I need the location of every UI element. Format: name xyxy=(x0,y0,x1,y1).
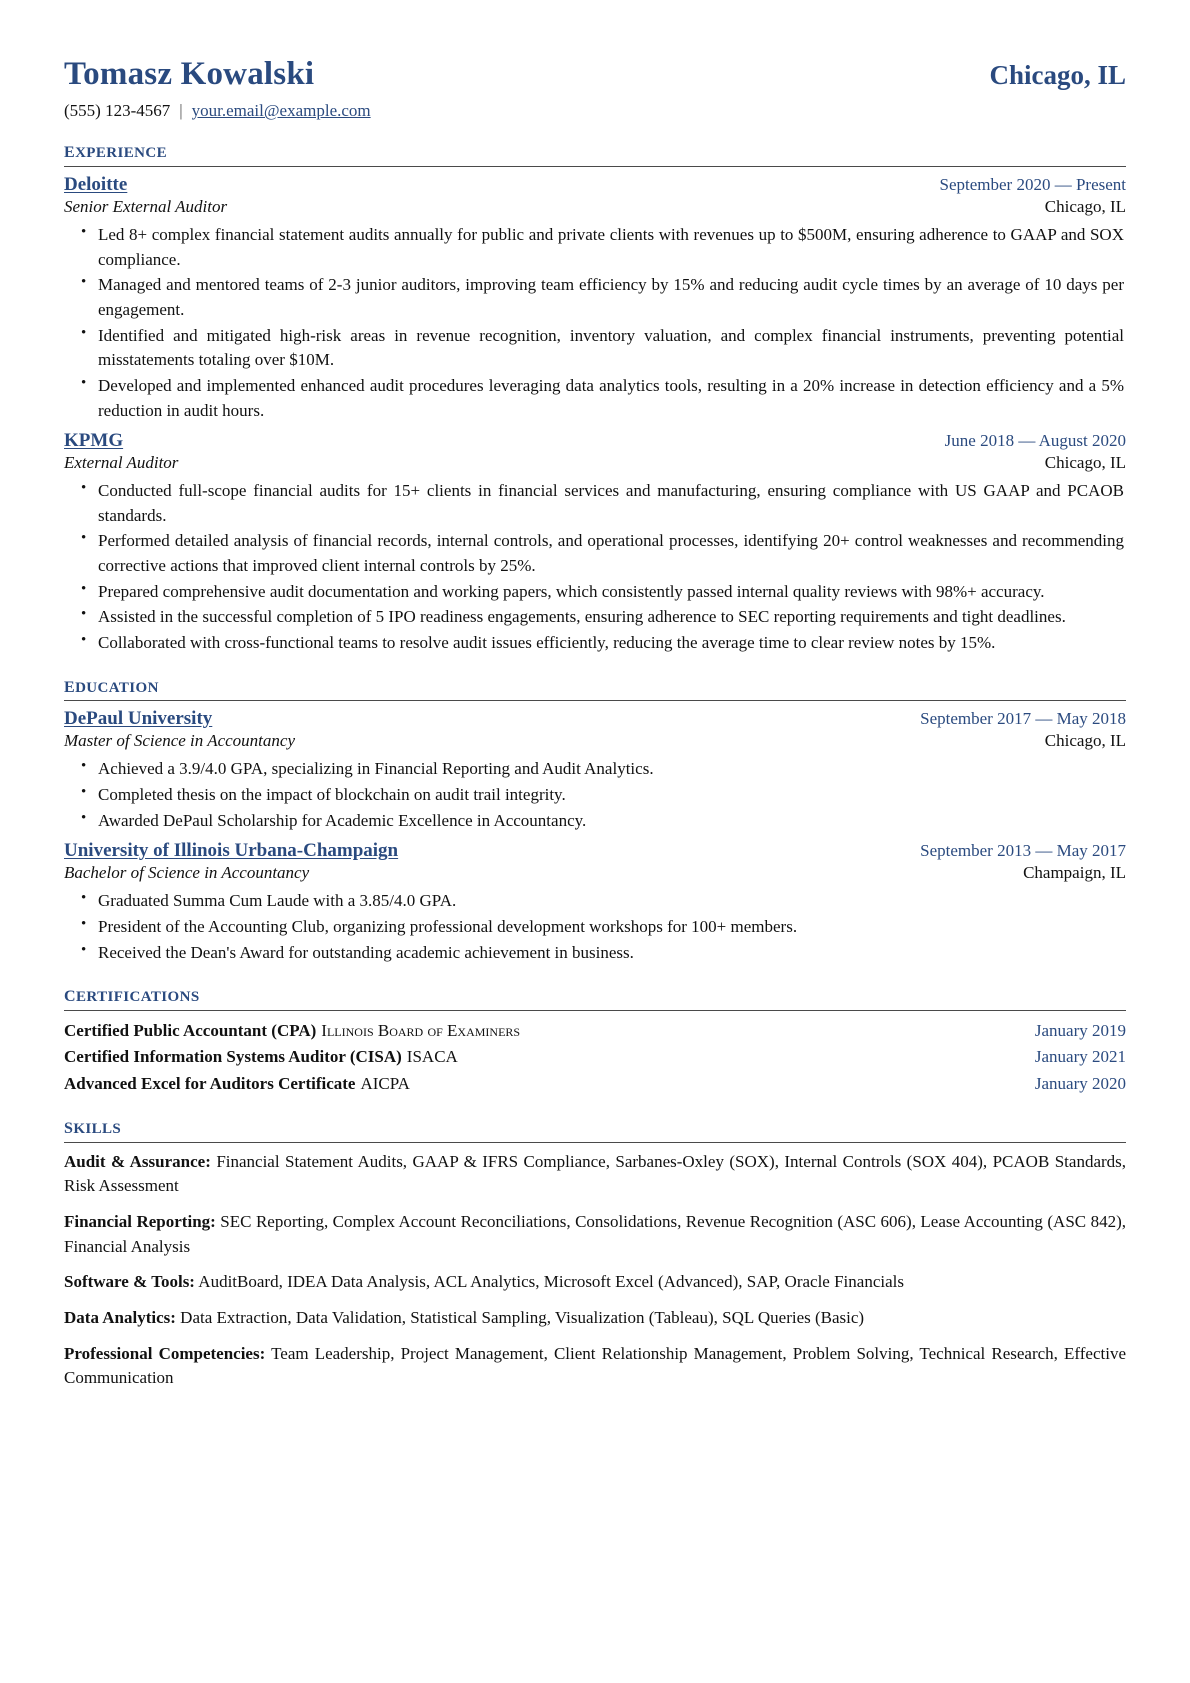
degree-title: Bachelor of Science in Accountancy xyxy=(64,863,310,883)
certification-row xyxy=(64,1044,1126,1070)
certification-issuer: ISACA xyxy=(406,1047,458,1067)
section-certifications xyxy=(64,981,1126,1097)
skill-category: Professional Competencies: xyxy=(64,1343,266,1363)
certification-row xyxy=(64,1071,1126,1097)
resume-header xyxy=(64,56,1126,92)
section-rule xyxy=(64,1142,1126,1143)
bullet-list xyxy=(64,479,1126,655)
school-name[interactable]: DePaul University xyxy=(64,708,213,730)
entry-date-range: September 2020 — Present xyxy=(939,175,1126,195)
entry-location: Chicago, IL xyxy=(1044,197,1126,217)
entry-date-range: September 2017 — May 2018 xyxy=(920,709,1126,729)
certification-name: Certified Information Systems Auditor (CISA) xyxy=(64,1047,402,1067)
skill-group xyxy=(64,1210,1126,1259)
list-item: • Graduated Summa Cum Laude with a 3.85/4.0 GPA. xyxy=(98,889,1126,914)
education-entry xyxy=(64,708,1126,833)
organization-name[interactable]: KPMG xyxy=(64,430,124,452)
skill-group xyxy=(64,1270,1126,1295)
organization-name[interactable]: Deloitte xyxy=(64,174,128,196)
entry-location: Chicago, IL xyxy=(1044,731,1126,751)
section-title-certifications: certifications xyxy=(64,981,200,1007)
section-title-skills: skills xyxy=(64,1113,122,1139)
certification-issuer: AICPA xyxy=(360,1073,410,1093)
experience-entry xyxy=(64,430,1126,655)
certification-issuer: Illinois Board of Examiners xyxy=(321,1021,521,1040)
list-item: • Received the Dean's Award for outstanding academic achievement in business. xyxy=(98,941,1126,966)
section-experience xyxy=(64,137,1126,655)
contact-line xyxy=(64,101,1126,121)
list-item: • Managed and mentored teams of 2-3 junior auditors, improving team efficiency by 15% and reducing audit cycle times by an average of 10 days per engagement. xyxy=(98,273,1126,322)
section-rule xyxy=(64,1010,1126,1011)
certification-name: Certified Public Accountant (CPA) xyxy=(64,1021,317,1040)
list-item: • Prepared comprehensive audit documentation and working papers, which consistently passed internal quality reviews with 98%+ accuracy. xyxy=(98,580,1126,605)
list-item: • Performed detailed analysis of financial records, internal controls, and operational processes, identifying 20+ control weaknesses and recommending corrective actions that improved client internal controls by 25%. xyxy=(98,529,1126,578)
certification-date: January 2019 xyxy=(1034,1021,1126,1040)
entry-subheader-line xyxy=(64,453,1126,473)
entry-subheader-line xyxy=(64,731,1126,751)
skill-category: Data Analytics: xyxy=(64,1307,176,1327)
entry-header-line xyxy=(64,840,1126,862)
entry-date-range: June 2018 — August 2020 xyxy=(944,431,1126,451)
skill-group xyxy=(64,1342,1126,1391)
section-education xyxy=(64,672,1126,966)
skill-items: Financial Statement Audits, GAAP & IFRS Compliance, Sarbanes-Oxley (SOX), Internal Controls (SOX 404), PCAOB Standards, Risk Assessment xyxy=(64,1151,1127,1196)
candidate-name: Tomasz Kowalski xyxy=(64,56,315,92)
school-name[interactable]: University of Illinois Urbana-Champaign xyxy=(64,840,399,862)
section-title-experience: experience xyxy=(64,137,168,163)
list-item: • Completed thesis on the impact of blockchain on audit trail integrity. xyxy=(98,783,1126,808)
certification-row xyxy=(64,1018,1126,1044)
entry-header-line xyxy=(64,174,1126,196)
entry-date-range: September 2013 — May 2017 xyxy=(920,841,1126,861)
certification-date: January 2020 xyxy=(1034,1073,1126,1093)
section-rule xyxy=(64,700,1126,701)
certification-date: January 2021 xyxy=(1034,1047,1126,1067)
bullet-list xyxy=(64,889,1126,965)
skill-category: Audit & Assurance: xyxy=(64,1151,211,1171)
list-item: • Awarded DePaul Scholarship for Academic Excellence in Accountancy. xyxy=(98,809,1126,834)
candidate-location: Chicago, IL xyxy=(989,60,1126,90)
certification-label xyxy=(64,1044,458,1070)
skill-category: Software & Tools: xyxy=(64,1272,195,1292)
entry-subheader-line xyxy=(64,863,1126,883)
list-item: • Developed and implemented enhanced audit procedures leveraging data analytics tools, resulting in a 20% increase in detection efficiency and a 5% reduction in audit hours. xyxy=(98,374,1126,423)
section-title-education: education xyxy=(64,671,159,697)
entry-header-line xyxy=(64,430,1126,452)
list-item: • Conducted full-scope financial audits for 15+ clients in financial services and manufacturing, ensuring compliance with US GAAP and PCAOB standards. xyxy=(98,479,1126,528)
bullet-list xyxy=(64,757,1126,833)
certification-name: Advanced Excel for Auditors Certificate xyxy=(64,1073,356,1093)
entry-location: Champaign, IL xyxy=(1023,863,1126,883)
job-title: Senior External Auditor xyxy=(64,197,228,217)
contact-separator: | xyxy=(179,101,183,121)
skill-group xyxy=(64,1306,1126,1331)
education-entry xyxy=(64,840,1126,965)
certification-label xyxy=(64,1071,410,1097)
degree-title: Master of Science in Accountancy xyxy=(64,731,295,751)
bullet-list xyxy=(64,223,1126,423)
section-rule xyxy=(64,166,1126,167)
entry-subheader-line xyxy=(64,197,1126,217)
list-item: • Identified and mitigated high-risk areas in revenue recognition, inventory valuation, and complex financial instruments, preventing potential misstatements totaling over $10M. xyxy=(98,324,1126,373)
experience-entry xyxy=(64,174,1126,423)
list-item: • Achieved a 3.9/4.0 GPA, specializing in Financial Reporting and Audit Analytics. xyxy=(98,757,1126,782)
list-item: • Assisted in the successful completion of 5 IPO readiness engagements, ensuring adherence to SEC reporting requirements and tight deadlines. xyxy=(98,605,1126,630)
section-skills xyxy=(64,1113,1126,1391)
phone-number: (555) 123-4567 xyxy=(64,101,171,121)
entry-location: Chicago, IL xyxy=(1044,453,1126,473)
email-link[interactable]: your.email@example.com xyxy=(191,101,371,121)
list-item: • Collaborated with cross-functional teams to resolve audit issues efficiently, reducing the average time to clear review notes by 15%. xyxy=(98,631,1126,656)
skill-category: Financial Reporting: xyxy=(64,1212,216,1232)
skill-group xyxy=(64,1150,1126,1199)
certification-label xyxy=(64,1018,520,1044)
list-item: • President of the Accounting Club, organizing professional development workshops for 100+ members. xyxy=(98,915,1126,940)
skill-items: SEC Reporting, Complex Account Reconciliations, Consolidations, Revenue Recognition (ASC 606), Lease Accounting (ASC 842), Financial Analysis xyxy=(64,1212,1126,1256)
list-item: • Led 8+ complex financial statement audits annually for public and private clients with revenues up to $500M, ensuring adherence to GAAP and SOX compliance. xyxy=(98,223,1126,272)
entry-header-line xyxy=(64,708,1126,730)
skill-items: Data Extraction, Data Validation, Statistical Sampling, Visualization (Tableau), SQL Queries (Basic) xyxy=(180,1307,865,1327)
skill-items: Team Leadership, Project Management, Client Relationship Management, Problem Solving, Technical Research, Effective Communication xyxy=(64,1343,1126,1388)
job-title: External Auditor xyxy=(64,453,179,473)
skill-items: AuditBoard, IDEA Data Analysis, ACL Analytics, Microsoft Excel (Advanced), SAP, Oracle Financials xyxy=(198,1272,904,1292)
